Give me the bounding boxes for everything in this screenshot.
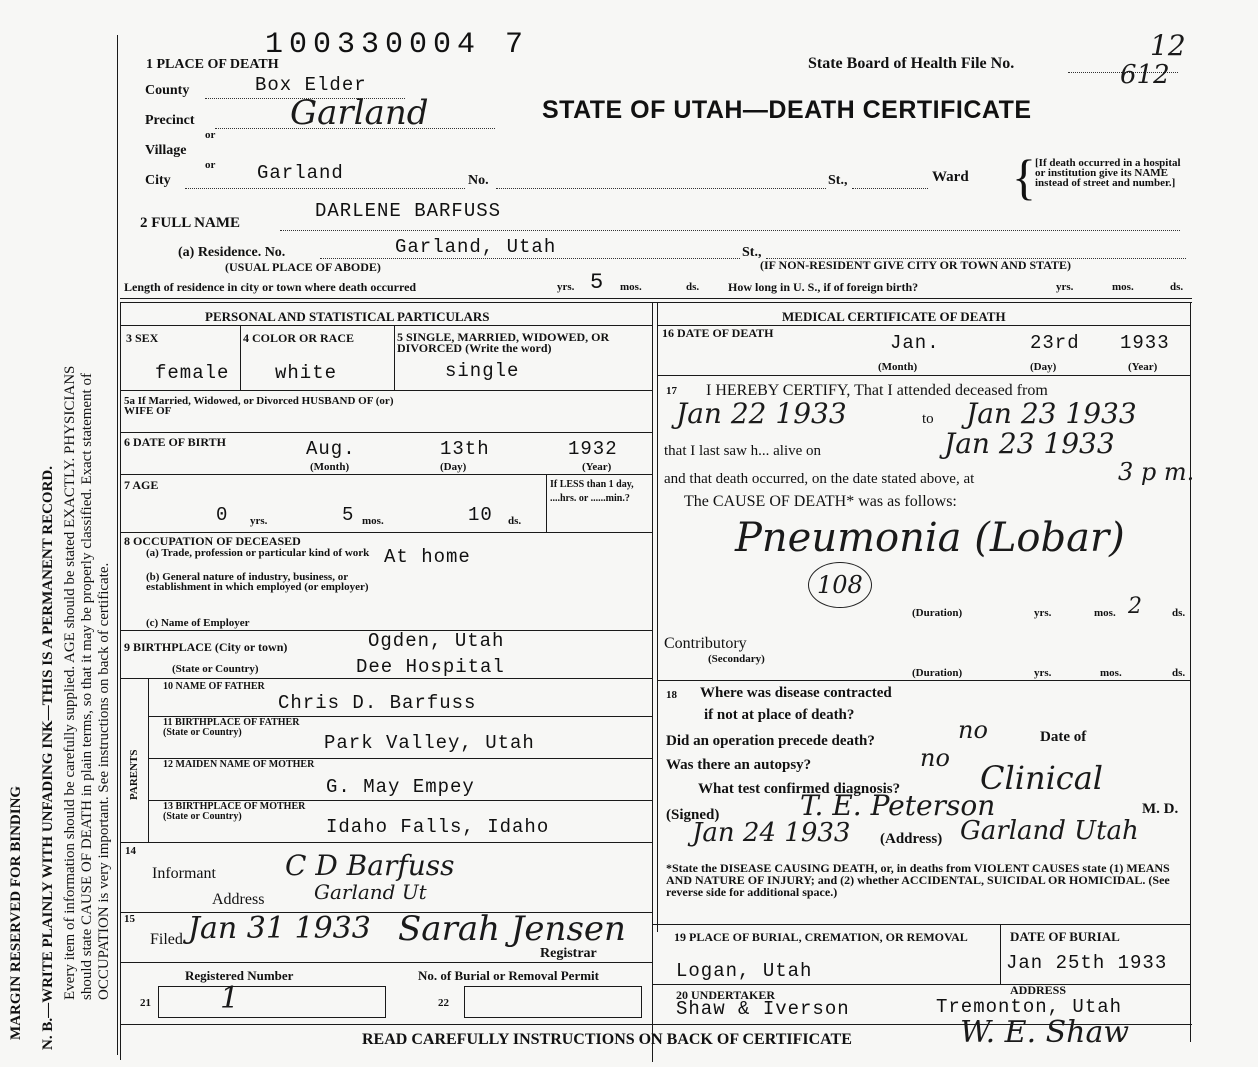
attended-from: Jan 22 1933 bbox=[676, 397, 847, 430]
duration-mos-1: mos. bbox=[1094, 607, 1116, 619]
informant-num: 14 bbox=[125, 845, 136, 857]
registered-number-box bbox=[158, 981, 386, 1018]
file-no-value-1: 12 bbox=[1150, 29, 1186, 62]
abode-note: (USUAL PLACE OF ABODE) bbox=[225, 260, 381, 274]
or-1: or bbox=[205, 129, 216, 141]
filed-value: Jan 31 1933 bbox=[188, 911, 371, 946]
attended-to: Jan 23 1933 bbox=[966, 397, 1137, 430]
dod-day: 23rd bbox=[1030, 332, 1080, 354]
burial-date-value: Jan 25th 1933 bbox=[1006, 952, 1168, 974]
dod-year: 1933 bbox=[1120, 332, 1170, 354]
birthplace-hospital: Dee Hospital bbox=[356, 656, 505, 678]
duration-yrs-1: yrs. bbox=[1034, 607, 1052, 619]
personal-header: PERSONAL AND STATISTICAL PARTICULARS bbox=[205, 309, 490, 324]
dod-month: Jan. bbox=[890, 332, 940, 354]
registered-number-value: 1 bbox=[220, 981, 240, 1016]
ward-label: Ward bbox=[932, 169, 969, 185]
residence-value: Garland, Utah bbox=[395, 236, 557, 258]
age-mos: 5 bbox=[342, 504, 355, 526]
age-ds: 10 bbox=[468, 504, 493, 526]
duration-label-1: (Duration) bbox=[912, 607, 963, 619]
certify-text: I HEREBY CERTIFY, That I attended deceased from bbox=[706, 382, 1048, 399]
full-name-value: DARLENE BARFUSS bbox=[315, 200, 502, 222]
color-value: white bbox=[275, 362, 338, 384]
residence-st-label: St., bbox=[742, 245, 762, 260]
undertaker-signature: W. E. Shaw bbox=[960, 1015, 1130, 1050]
informant-label: Informant bbox=[152, 865, 216, 882]
occupation-c-label: (c) Name of Employer bbox=[146, 617, 250, 629]
occupation-value: At home bbox=[384, 546, 471, 568]
dod-label: 16 DATE OF DEATH bbox=[662, 326, 774, 340]
dob-year-label: (Year) bbox=[582, 461, 612, 473]
less-than-label: If LESS than 1 day, ....hrs. or ......min.? bbox=[550, 479, 634, 504]
father-label: 10 NAME OF FATHER bbox=[163, 681, 265, 692]
autopsy-text: Was there an autopsy? bbox=[666, 757, 812, 773]
dob-day: 13th bbox=[440, 438, 490, 460]
margin-binding-note: MARGIN RESERVED FOR BINDING bbox=[8, 785, 24, 1040]
no-label: No. bbox=[468, 173, 489, 188]
occupation-a-label: (a) Trade, profession or particular kind of work bbox=[146, 547, 370, 559]
reg-num-prefix: 21 bbox=[140, 997, 151, 1009]
occurred-text: and that death occurred, on the date stated above, at bbox=[664, 471, 975, 487]
st-label: St., bbox=[828, 173, 848, 188]
precinct-label: Precinct bbox=[145, 113, 195, 128]
or-2: or bbox=[205, 159, 216, 171]
file-no-label: State Board of Health File No. bbox=[808, 55, 1015, 72]
operation-date-label: Date of bbox=[1040, 729, 1087, 745]
informant-address-label: Address bbox=[212, 891, 265, 908]
md-label: M. D. bbox=[1142, 801, 1179, 817]
dod-year-label: (Year) bbox=[1128, 361, 1158, 373]
dob-year: 1932 bbox=[568, 438, 618, 460]
birthplace-sub-label: (State or Country) bbox=[172, 663, 259, 675]
birthplace-value: Ogden, Utah bbox=[368, 630, 505, 652]
burial-permit-prefix: 22 bbox=[438, 997, 449, 1009]
length-label: Length of residence in city or town where death occurred bbox=[124, 280, 417, 294]
physician-address-label: (Address) bbox=[880, 831, 943, 847]
burial-permit-label: No. of Burial or Removal Permit bbox=[418, 968, 599, 983]
father-birthplace-label: 11 BIRTHPLACE OF FATHER (State or Country) bbox=[163, 717, 300, 738]
last-saw-text: that I last saw h... alive on bbox=[664, 443, 822, 459]
nonresident-note: (IF NON-RESIDENT GIVE CITY OR TOWN AND STATE) bbox=[760, 258, 1072, 272]
mother-birthplace-label: 13 BIRTHPLACE OF MOTHER (State or Country) bbox=[163, 801, 306, 822]
duration-mos-2: mos. bbox=[1100, 667, 1122, 679]
spouse-label: 5a If Married, Widowed, or Divorced HUSBAND OF (or) WIFE OF bbox=[124, 395, 394, 417]
last-saw-value: Jan 23 1933 bbox=[944, 427, 1115, 460]
cause-value: Pneumonia (Lobar) bbox=[735, 515, 1125, 561]
burial-place-value: Logan, Utah bbox=[676, 960, 813, 982]
registrar-signature: Sarah Jensen bbox=[398, 909, 626, 949]
disease-num: 18 bbox=[666, 689, 677, 701]
dob-month: Aug. bbox=[306, 438, 356, 460]
contributory-label: Contributory bbox=[664, 635, 747, 652]
attended-to-label: to bbox=[922, 411, 934, 427]
age-mos-label: mos. bbox=[362, 515, 384, 527]
duration-ds-1: ds. bbox=[1172, 607, 1186, 619]
dob-month-label: (Month) bbox=[310, 461, 350, 473]
margin-rule bbox=[117, 35, 118, 1055]
footer-instruction: READ CAREFULLY INSTRUCTIONS ON BACK OF CERTIFICATE bbox=[362, 1031, 852, 1048]
undertaker-label: 20 UNDERTAKER bbox=[676, 988, 776, 1002]
dod-day-label: (Day) bbox=[1030, 361, 1057, 373]
cause-code: 108 bbox=[808, 562, 872, 608]
diagnosis-text: What test confirmed diagnosis? bbox=[698, 781, 901, 797]
residence-label: (a) Residence. No. bbox=[178, 245, 286, 260]
filed-label: Filed bbox=[150, 931, 183, 948]
margin-line-4: OCCUPATION is very important. See instructions on back of certificate. bbox=[96, 562, 112, 1000]
duration-ds-2: ds. bbox=[1172, 667, 1186, 679]
hospital-note: [If death occurred in a hospital or institution give its NAME instead of street and number.] bbox=[1035, 157, 1181, 189]
serial-number: 100330004 7 bbox=[265, 28, 530, 62]
registrar-label: Registrar bbox=[540, 946, 597, 961]
margin-line-2: Every item of information should be carefully supplied. AGE should be stated EXACTLY. PHYSICIANS bbox=[62, 365, 78, 1000]
duration-label-2: (Duration) bbox=[912, 667, 963, 679]
contracted-text: Where was disease contracted bbox=[700, 685, 892, 701]
father-birthplace-value: Park Valley, Utah bbox=[324, 732, 535, 754]
sex-label: 3 SEX bbox=[126, 331, 159, 345]
informant-address-value: Garland Ut bbox=[314, 880, 427, 904]
occurred-time: 3 p m. bbox=[1118, 458, 1195, 486]
mother-value: G. May Empey bbox=[326, 776, 475, 798]
informant-value: C D Barfuss bbox=[285, 849, 455, 882]
burial-date-label: DATE OF BURIAL bbox=[1010, 929, 1120, 944]
length-yrs-label: yrs. bbox=[557, 281, 575, 293]
father-value: Chris D. Barfuss bbox=[278, 692, 477, 714]
dod-month-label: (Month) bbox=[878, 361, 918, 373]
registered-number-label: Registered Number bbox=[185, 968, 294, 983]
age-yrs-label: yrs. bbox=[250, 515, 268, 527]
length-ds-label: ds. bbox=[686, 281, 700, 293]
length-mos-label: mos. bbox=[620, 281, 642, 293]
certify-num: 17 bbox=[666, 385, 677, 397]
how-long-mos: mos. bbox=[1112, 281, 1134, 293]
signed-date: Jan 24 1933 bbox=[692, 818, 851, 848]
burial-permit-box bbox=[464, 986, 642, 1018]
age-yrs: 0 bbox=[216, 504, 229, 526]
operation-value: no bbox=[958, 716, 988, 744]
village-label: Village bbox=[145, 143, 187, 158]
filed-num: 15 bbox=[124, 913, 135, 925]
parents-label: PARENTS bbox=[128, 749, 140, 800]
cause-text: The CAUSE OF DEATH* was as follows: bbox=[684, 493, 957, 510]
occupation-label: 8 OCCUPATION OF DECEASED bbox=[124, 534, 301, 548]
duration-yrs-2: yrs. bbox=[1034, 667, 1052, 679]
diagnosis-value: Clinical bbox=[980, 759, 1104, 797]
duration-mos-value: 2 bbox=[1128, 594, 1142, 619]
how-long-label: How long in U. S., if of foreign birth? bbox=[728, 280, 919, 294]
full-name-label: 2 FULL NAME bbox=[140, 215, 241, 231]
precinct-value: Garland bbox=[290, 93, 429, 133]
file-no-value-2: 612 bbox=[1120, 60, 1170, 90]
age-ds-label: ds. bbox=[508, 515, 522, 527]
birthplace-label: 9 BIRTHPLACE (City or town) bbox=[124, 640, 288, 654]
margin-line-1: N. B.—WRITE PLAINLY WITH UNFADING INK—THIS IS A PERMANENT RECORD. bbox=[40, 466, 56, 1050]
dob-day-label: (Day) bbox=[440, 461, 467, 473]
length-mos-value: 5 bbox=[590, 270, 605, 295]
margin-line-3: should state CAUSE OF DEATH in plain terms, so that it may be properly classified. Exact statement of bbox=[79, 373, 95, 1000]
marital-value: single bbox=[445, 360, 520, 382]
physician-address-value: Garland Utah bbox=[960, 816, 1139, 846]
autopsy-value: no bbox=[920, 744, 950, 772]
mother-birthplace-value: Idaho Falls, Idaho bbox=[326, 816, 550, 838]
occupation-b-label: (b) General nature of industry, business, or establishment in which employed (or employer) bbox=[146, 571, 369, 593]
city-label: City bbox=[145, 173, 171, 188]
mother-label: 12 MAIDEN NAME OF MOTHER bbox=[163, 759, 315, 770]
contracted-text-2: if not at place of death? bbox=[704, 707, 855, 723]
certificate-title: STATE OF UTAH—DEATH CERTIFICATE bbox=[542, 96, 1032, 124]
undertaker-address-label: ADDRESS bbox=[1010, 983, 1067, 997]
undertaker-value: Shaw & Iverson bbox=[676, 998, 850, 1020]
medical-header: MEDICAL CERTIFICATE OF DEATH bbox=[782, 309, 1006, 324]
city-value: Garland bbox=[257, 162, 344, 184]
dob-label: 6 DATE OF BIRTH bbox=[124, 435, 226, 449]
how-long-yrs: yrs. bbox=[1056, 281, 1074, 293]
signed-label: (Signed) bbox=[666, 807, 720, 823]
place-of-death-header: 1 PLACE OF DEATH bbox=[146, 57, 279, 72]
color-label: 4 COLOR OR RACE bbox=[243, 331, 355, 345]
brace-icon: { bbox=[1012, 149, 1036, 205]
undertaker-address-value: Tremonton, Utah bbox=[936, 996, 1123, 1018]
operation-text: Did an operation precede death? bbox=[666, 733, 875, 749]
age-label: 7 AGE bbox=[124, 478, 159, 492]
physician-signature: T. E. Peterson bbox=[800, 789, 996, 822]
burial-place-label: 19 PLACE OF BURIAL, CREMATION, OR REMOVAL bbox=[674, 930, 968, 944]
county-label: County bbox=[145, 83, 190, 98]
marital-label: 5 SINGLE, MARRIED, WIDOWED, OR DIVORCED (Write the word) bbox=[397, 330, 610, 355]
sex-value: female bbox=[155, 362, 230, 384]
cause-footnote: *State the DISEASE CAUSING DEATH, or, in deaths from VIOLENT CAUSES state (1) MEANS AND NATURE OF INJURY; and (2) whether ACCIDENTAL, SUICIDAL OR HOMICIDAL. (See reverse side for additional space.) bbox=[666, 861, 1170, 899]
secondary-label: (Secondary) bbox=[708, 653, 765, 665]
how-long-ds: ds. bbox=[1170, 281, 1184, 293]
county-value: Box Elder bbox=[255, 74, 367, 96]
